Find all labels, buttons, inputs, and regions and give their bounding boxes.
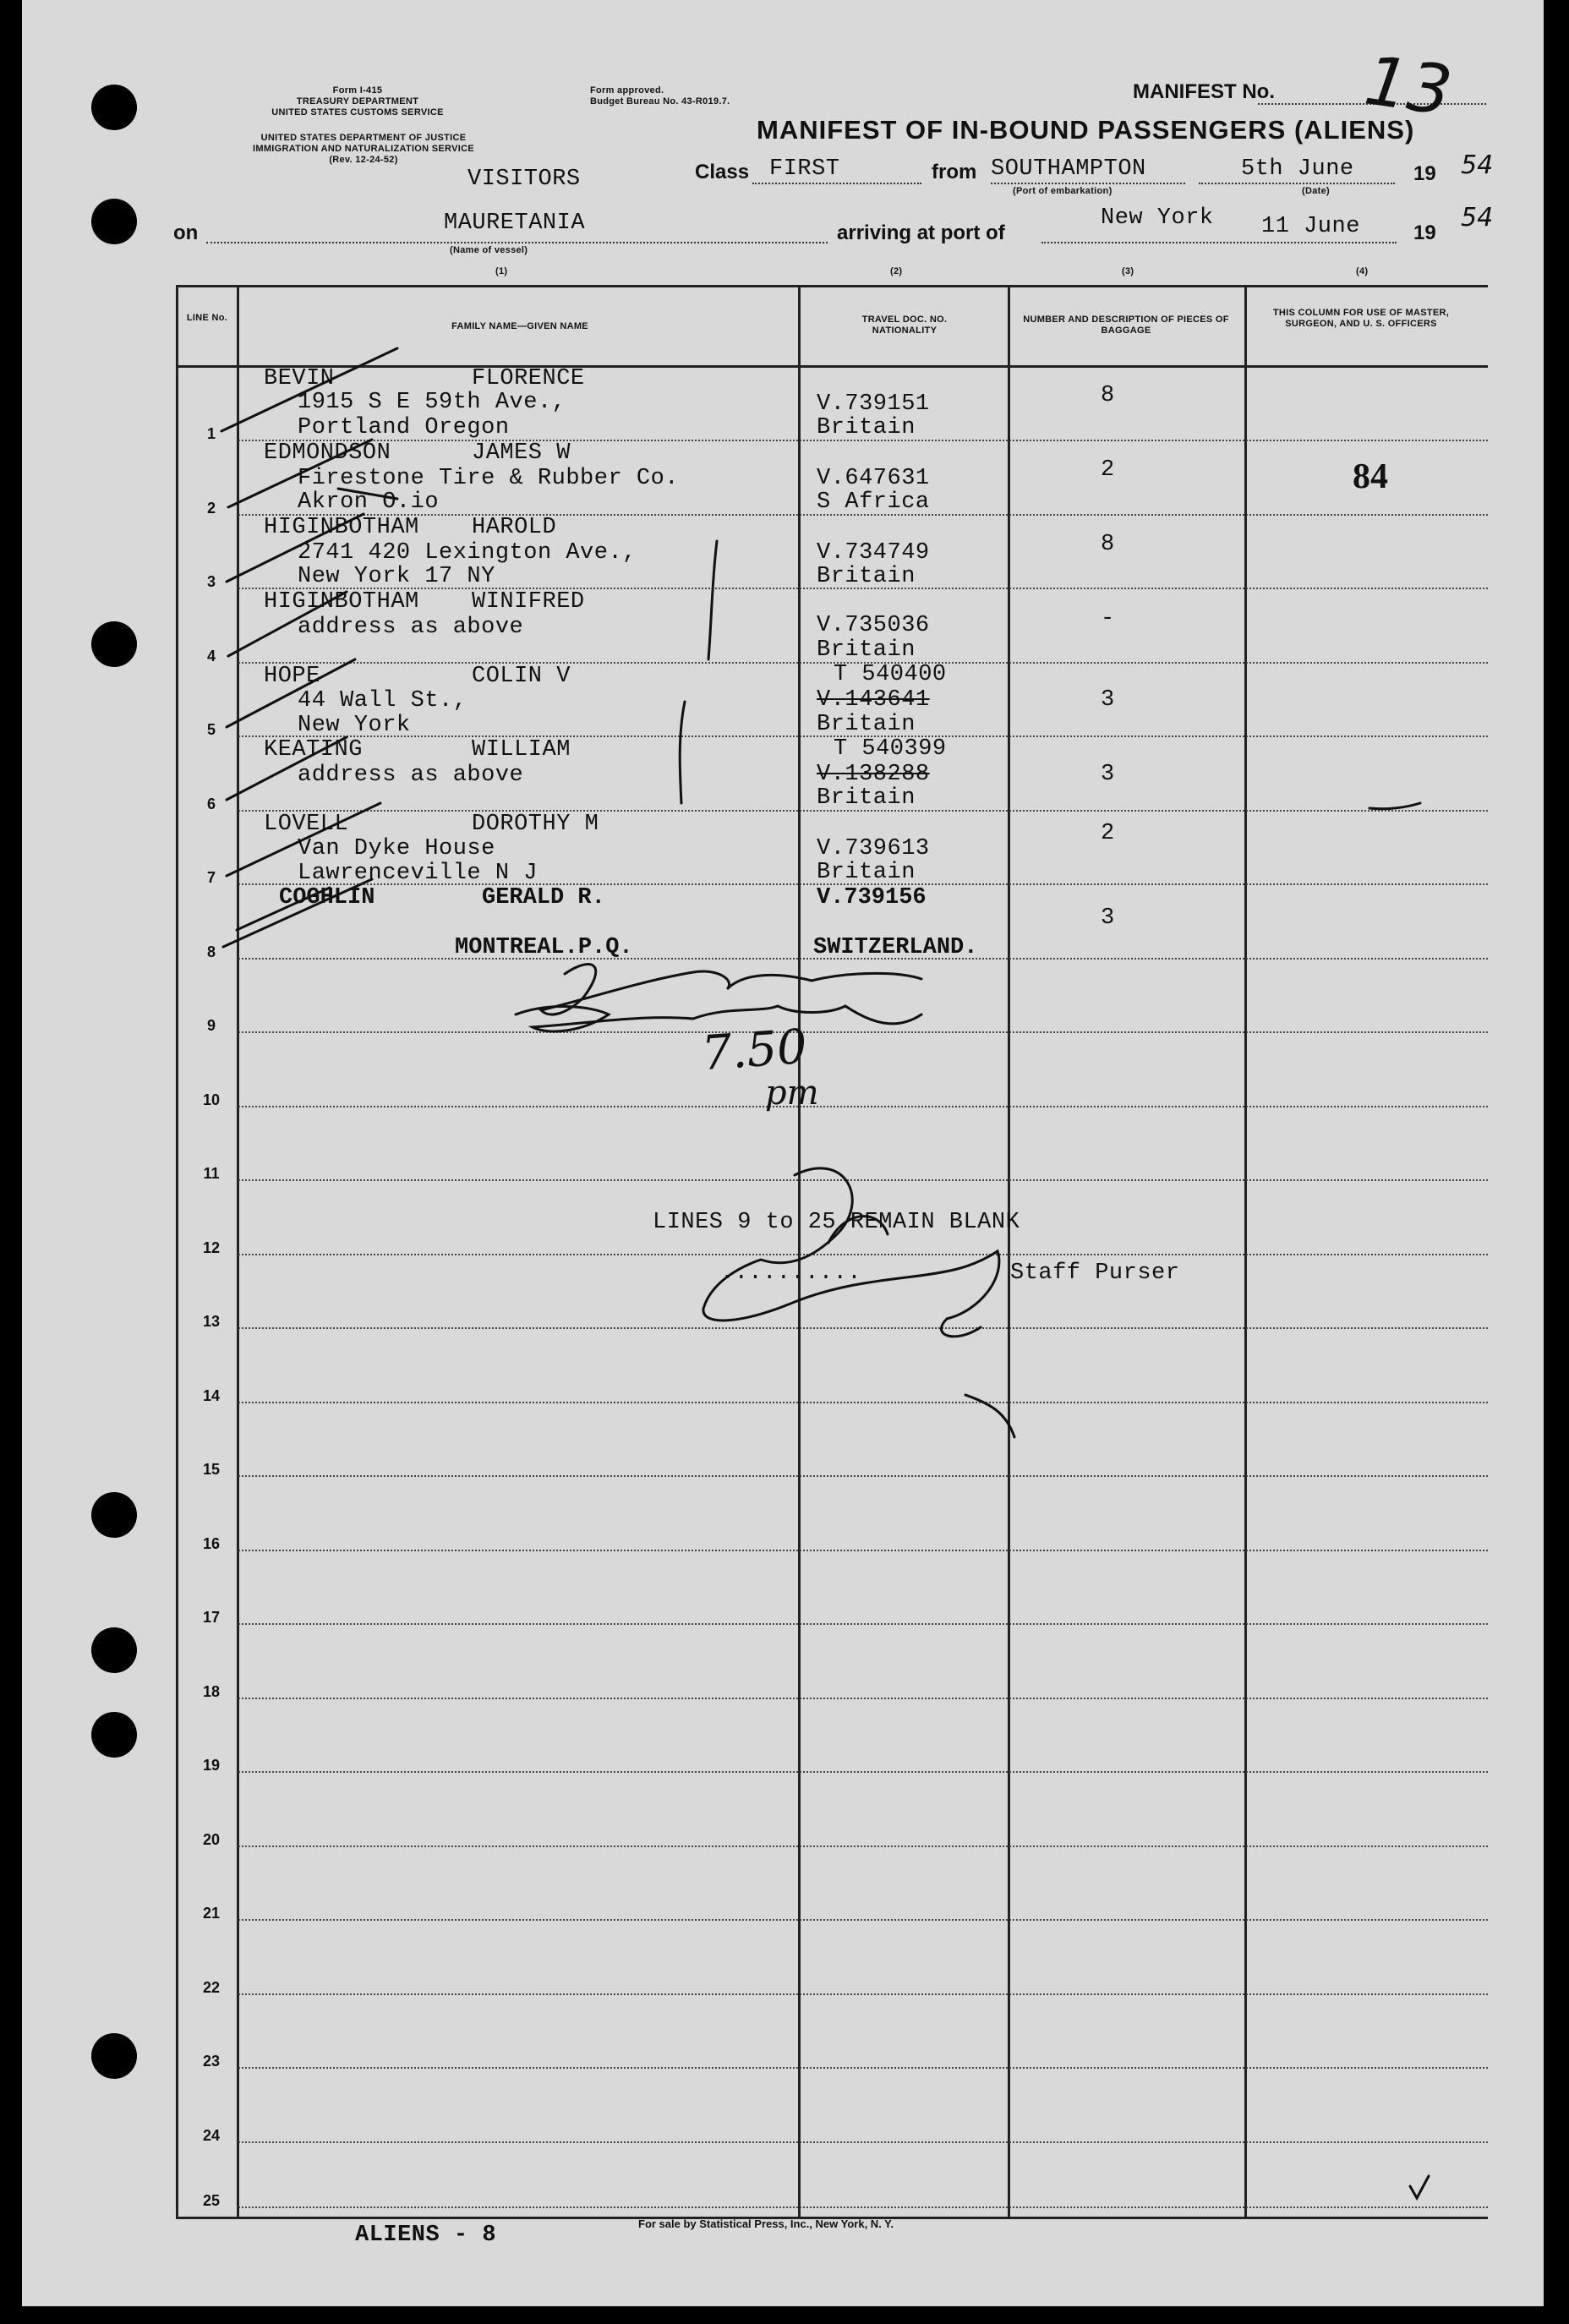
passenger-address: address as above [298, 763, 524, 788]
line-number: 22 [202, 1979, 221, 1996]
nationality: Britain [817, 637, 916, 663]
from-label: from [932, 161, 977, 183]
checkmark-stroke [228, 440, 372, 507]
baggage-count: 2 [1101, 457, 1115, 483]
line-number: 4 [206, 648, 216, 664]
justice-department: UNITED STATES DEPARTMENT OF JUSTICE [260, 133, 467, 143]
time-unit: pm [765, 1074, 819, 1113]
immigration-service: IMMIGRATION AND NATURALIZATION SERVICE [253, 144, 474, 154]
checkmark-stroke [223, 879, 375, 947]
nationality: Britain [817, 415, 916, 440]
pen-mark [338, 489, 397, 499]
checkmark-stroke [228, 592, 347, 656]
passenger-surname: HIGINBOTHAM [264, 589, 419, 615]
line-number: 11 [203, 1165, 220, 1182]
baggage-count: 8 [1101, 532, 1115, 557]
col3-number: (3) [1122, 266, 1134, 276]
passenger-given-name: GERALD R. [482, 885, 605, 910]
signature-stroke [828, 1217, 888, 1243]
signature-stroke [703, 1168, 999, 1337]
passenger-address: 2741 420 Lexington Ave., [298, 540, 637, 566]
lines-blank-note: LINES 9 to 25 REMAIN BLANK [653, 1210, 1020, 1235]
nationality: Britain [817, 712, 916, 737]
line-number: 5 [206, 721, 216, 738]
arrival-year-suffix: 54 [1461, 203, 1494, 232]
line-number: 21 [202, 1905, 221, 1922]
year-prefix: 19 [1413, 162, 1436, 185]
passenger-given-name: COLIN V [472, 664, 571, 689]
nationality: Britain [817, 860, 916, 885]
header-line-no: LINE No. [186, 313, 228, 323]
header-officers: THIS COLUMN FOR USE OF MASTER, SURGEON, AND U. S. OFFICERS [1272, 308, 1450, 329]
form-number: Form I-415 [332, 85, 383, 96]
time-annotation: 7.50 [699, 1019, 809, 1082]
line-number: 6 [206, 796, 216, 812]
checkmark-stroke [221, 348, 397, 431]
col1-number: (1) [495, 266, 508, 276]
publisher-note: For sale by Statistical Press, Inc., New York, N. Y. [638, 2217, 894, 2230]
line-number: 10 [202, 1091, 221, 1108]
passenger-address: Van Dyke House [298, 836, 495, 861]
travel-doc-number: V.735036 [817, 613, 930, 638]
line-number: 12 [202, 1239, 221, 1256]
line-number: 2 [206, 500, 216, 517]
pen-mark [708, 541, 717, 659]
budget-bureau: Budget Bureau No. 43-R019.7. [590, 96, 730, 107]
nationality: Britain [817, 785, 916, 811]
travel-doc-number: V.647631 [817, 466, 930, 491]
manifest-title: MANIFEST OF IN-BOUND PASSENGERS (ALIENS) [757, 115, 1415, 145]
line-number: 9 [206, 1017, 216, 1034]
pen-mark [965, 1395, 1014, 1437]
officer-mark: 84 [1353, 457, 1388, 496]
vessel-name: MAURETANIA [444, 211, 586, 236]
line-number: 20 [202, 1831, 221, 1848]
passenger-address: New York 17 NY [298, 564, 495, 589]
passenger-given-name: WILLIAM [472, 737, 571, 763]
nationality: S Africa [817, 489, 930, 515]
passenger-surname: COGHLIN [279, 885, 375, 910]
baggage-count: 3 [1101, 687, 1115, 713]
checkmark-stroke [237, 888, 330, 930]
manifest-number: 13 [1360, 41, 1457, 131]
line-number: 17 [202, 1609, 221, 1626]
visitors-label: VISITORS [467, 167, 581, 192]
baggage-count: - [1101, 606, 1115, 632]
purser-dots: .......... [720, 1260, 862, 1286]
embarkation-caption: (Port of embarkation) [1013, 186, 1113, 196]
travel-doc-number: T 540399 [834, 736, 947, 762]
passenger-surname: BEVIN [264, 366, 335, 391]
line-number: 23 [202, 2053, 221, 2070]
baggage-count: 3 [1101, 905, 1115, 931]
passenger-given-name: JAMES W [472, 440, 571, 466]
passenger-address: Akron O.io [298, 489, 440, 515]
line-number: 14 [202, 1387, 221, 1404]
arrival-date: 11 June [1261, 214, 1360, 239]
vessel-caption: (Name of vessel) [450, 245, 528, 255]
departure-date: 5th June [1241, 156, 1354, 182]
date-caption: (Date) [1302, 186, 1330, 196]
checkmark-stroke [227, 803, 380, 876]
passenger-address: Firestone Tire & Rubber Co. [298, 466, 679, 491]
passenger-address: MONTREAL.P.Q. [455, 935, 633, 960]
treasury-department: TREASURY DEPARTMENT [296, 96, 419, 107]
line-number: 1 [206, 425, 216, 442]
passenger-surname: HIGINBOTHAM [264, 515, 419, 540]
line-number: 24 [202, 2127, 221, 2144]
pen-mark [1369, 803, 1420, 809]
passenger-given-name: DOROTHY M [472, 812, 599, 837]
struck-doc-number: V.143641 [817, 687, 930, 713]
arrival-port: New York [1101, 205, 1214, 231]
travel-doc-number: V.739613 [817, 836, 930, 861]
nationality: Britain [817, 564, 916, 589]
staff-purser-label: Staff Purser [1010, 1260, 1180, 1286]
customs-service: UNITED STATES CUSTOMS SERVICE [271, 107, 444, 118]
checkmark-stroke [227, 737, 347, 800]
baggage-count: 3 [1101, 762, 1115, 787]
passenger-address: Lawrenceville N J [298, 861, 538, 886]
line-number: 25 [202, 2192, 221, 2209]
passenger-surname: KEATING [264, 737, 363, 763]
passenger-given-name: WINIFRED [472, 589, 585, 615]
travel-doc-number: V.739156 [817, 885, 927, 910]
class-label: Class [695, 161, 750, 183]
passenger-given-name: FLORENCE [472, 366, 585, 391]
year-suffix: 54 [1461, 150, 1494, 180]
arrival-year-prefix: 19 [1413, 221, 1436, 244]
line-number: 8 [206, 943, 216, 960]
col2-number: (2) [890, 266, 903, 276]
checkmark-stroke [227, 659, 355, 727]
on-label: on [173, 221, 199, 244]
passenger-address: New York [298, 713, 411, 738]
baggage-count: 2 [1101, 821, 1115, 846]
arriving-label: arriving at port of [837, 221, 1005, 244]
line-number: 19 [202, 1757, 221, 1774]
header-baggage: NUMBER AND DESCRIPTION OF PIECES OF BAGGAGE [1023, 314, 1229, 336]
checkmark-stroke [1410, 2176, 1429, 2198]
passenger-address: Portland Oregon [298, 415, 510, 440]
passenger-surname: HOPE [264, 664, 320, 689]
line-number: 16 [202, 1535, 221, 1552]
signature-stroke [516, 1006, 921, 1031]
line-number: 7 [206, 869, 216, 886]
passenger-address: 44 Wall St., [298, 688, 467, 714]
passenger-surname: EDMONDSON [264, 440, 391, 466]
passenger-address: address as above [298, 615, 524, 640]
passenger-given-name: HAROLD [472, 515, 557, 540]
col4-number: (4) [1356, 266, 1369, 276]
pen-mark [680, 702, 685, 803]
nationality: SWITZERLAND. [813, 935, 978, 960]
passenger-surname: LOVELL [264, 812, 349, 837]
aliens-count: ALIENS - 8 [355, 2223, 497, 2248]
line-number: 13 [202, 1313, 221, 1330]
form-approved: Form approved. [590, 85, 664, 96]
travel-doc-number: T 540400 [834, 662, 947, 687]
line-number: 15 [202, 1461, 221, 1478]
header-travel-doc: TRAVEL DOC. NO. NATIONALITY [861, 314, 948, 336]
line-number: 3 [206, 573, 216, 590]
struck-doc-number: V.138288 [817, 762, 930, 787]
signature-stroke [541, 965, 921, 1014]
manifest-label: MANIFEST No. [1133, 80, 1275, 103]
checkmark-stroke [227, 514, 364, 582]
form-revision: (Rev. 12-24-52) [329, 155, 398, 165]
from-value: SOUTHAMPTON [991, 156, 1146, 182]
passenger-address: 1915 S E 59th Ave., [298, 390, 566, 415]
class-value: FIRST [769, 156, 840, 182]
baggage-count: 8 [1101, 383, 1115, 408]
line-number: 18 [202, 1683, 221, 1700]
travel-doc-number: V.734749 [817, 540, 930, 566]
header-name: FAMILY NAME—GIVEN NAME [451, 321, 588, 331]
travel-doc-number: V.739151 [817, 391, 930, 417]
